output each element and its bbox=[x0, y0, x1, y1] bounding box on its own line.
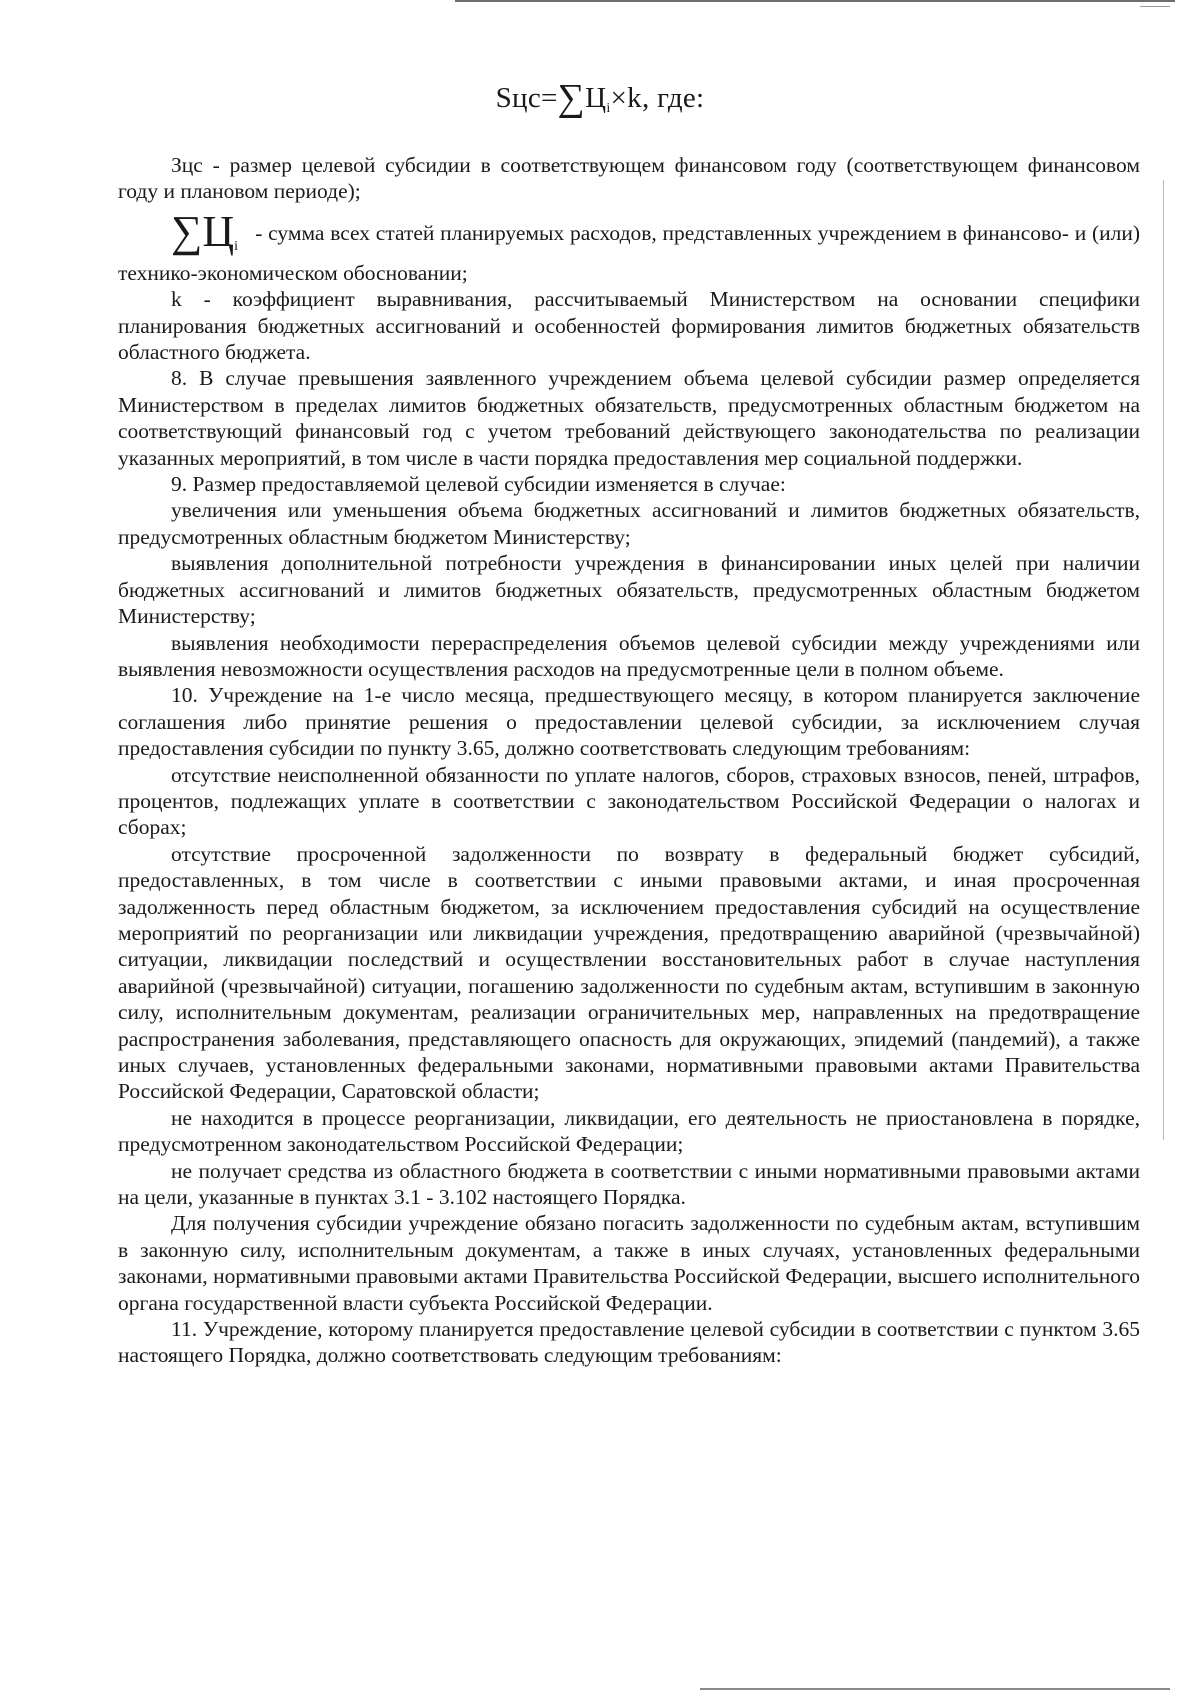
paragraph-10-req-1: отсутствие неисполненной обязанности по уплате налогов, сборов, страховых взносов, пеней, штрафов, процентов, подлежащих уплате в соответствии с законодательством Российской Федерации о налогах и сборах; bbox=[118, 762, 1140, 840]
formula-subscript: i bbox=[606, 101, 611, 116]
scan-edge-top bbox=[455, 0, 1175, 2]
scan-edge-bottom bbox=[700, 1688, 1170, 1690]
paragraph-k: k - коэффициент выравнивания, рассчитываемый Министерством на основании специфики планирования бюджетных ассигнований и особенностей формирования лимитов бюджетных обязательств областного бюджета. bbox=[118, 287, 1140, 365]
paragraph-debt-note: Для получения субсидии учреждение обязано погасить задолженности по судебным актам, вступившим в законную силу, исполнительным документам, а также в иных случаях, установленных федеральными законами, нормативными правовыми актами Правительства Российской Федерации, высшего исполнительного органа государственной власти субъекта Российской Федерации. bbox=[118, 1211, 1140, 1315]
sum-subscript: i bbox=[234, 238, 239, 254]
paragraph-9-case-3: выявления необходимости перераспределения объемов целевой субсидии между учреждениями или выявления невозможности осуществления расходов на предусмотренные цели в полном объеме. bbox=[118, 630, 1140, 681]
paragraph-9-case-2: выявления дополнительной потребности учреждения в финансировании иных целей при наличии бюджетных ассигнований и лимитов бюджетных обязательств, предусмотренных областным бюджетом Министерству; bbox=[118, 551, 1140, 629]
paragraph-item-9: 9. Размер предоставляемой целевой субсидии изменяется в случае: bbox=[171, 472, 786, 497]
formula bbox=[0, 76, 1200, 120]
paragraph-item-11: 11. Учреждение, которому планируется предоставление целевой субсидии в соответствии с пунктом 3.65 настоящего Порядка, должно соответствовать следующим требованиям: bbox=[118, 1317, 1140, 1368]
paragraph-10-req-3: не находится в процессе реорганизации, ликвидации, его деятельность не приостановлена в порядке, предусмотренном законодательством Российской Федерации; bbox=[118, 1105, 1140, 1157]
sum-term: Ц bbox=[202, 206, 235, 256]
document-body bbox=[118, 152, 1140, 1369]
scan-edge-right bbox=[1163, 180, 1164, 1140]
paragraph-sum bbox=[118, 206, 1140, 286]
paragraph-zcs: Зцс - размер целевой субсидии в соответствующем финансовом году (соответствующем финансовом году и плановом периоде); bbox=[118, 153, 1140, 204]
sum-symbol bbox=[171, 207, 238, 256]
paragraph-item-8: 8. В случае превышения заявленного учреждением объема целевой субсидии размер определяется Министерством в пределах лимитов бюджетных обязательств, предусмотренных областным бюджетом на соответствующий финансовый год с учетом требований действующего законодательства по реализации указанных мероприятий, в том числе в части порядка предоставления мер социальной поддержки. bbox=[118, 366, 1140, 470]
formula-lhs: Sцс= bbox=[495, 82, 558, 114]
paragraph-9-case-1: увеличения или уменьшения объема бюджетных ассигнований и лимитов бюджетных обязательств, предусмотренных областным бюджетом Министерству; bbox=[118, 498, 1140, 549]
sum-description: - сумма всех статей планируемых расходов, представленных учреждением в финансово- и (или) технико-экономическом обосновании; bbox=[118, 220, 1140, 285]
paragraph-10-req-4: не получает средства из областного бюджета в соответствии с иными нормативными правовыми актами на цели, указанные в пунктах 3.1 - 3.102 настоящего Порядка. bbox=[118, 1158, 1140, 1210]
paragraph-item-10: 10. Учреждение на 1-е число месяца, предшествующего месяцу, в котором планируется заключение соглашения либо принятие решения о предоставлении целевой субсидии, за исключением случая предоставления субсидии по пункту 3.65, должно соответствовать следующим требованиям: bbox=[118, 683, 1140, 761]
formula-term: Ц bbox=[585, 82, 607, 114]
sum-sigma: ∑ bbox=[171, 206, 203, 256]
scan-edge-top-mark bbox=[1140, 6, 1170, 7]
formula-rhs: ×k, где: bbox=[610, 82, 705, 114]
paragraph-10-req-2: отсутствие просроченной задолженности по возврату в федеральный бюджет субсидий, предоставленных, в том числе в соответствии с иными правовыми актами, и иная просроченная задолженность перед областным бюджетом, за исключением предоставления субсидий на осуществление мероприятий по реорганизации или ликвидации учреждения, предотвращению аварийной (чрезвычайной) ситуации, ликвидации последствий и осуществлении восстановительных работ в случае наступления аварийной (чрезвычайной) ситуации, погашению задолженности по судебным актам, вступившим в законную силу, исполнительным документам, реализации ограничительных мер, направленных на предотвращение распространения заболевания, представляющего опасность для окружающих, эпидемий (пандемий), а также иных случаев, установленных федеральными законами, нормативными правовыми актами Правительства Российской Федерации, Саратовской области; bbox=[118, 841, 1140, 1104]
formula-sigma: ∑ bbox=[557, 77, 586, 119]
